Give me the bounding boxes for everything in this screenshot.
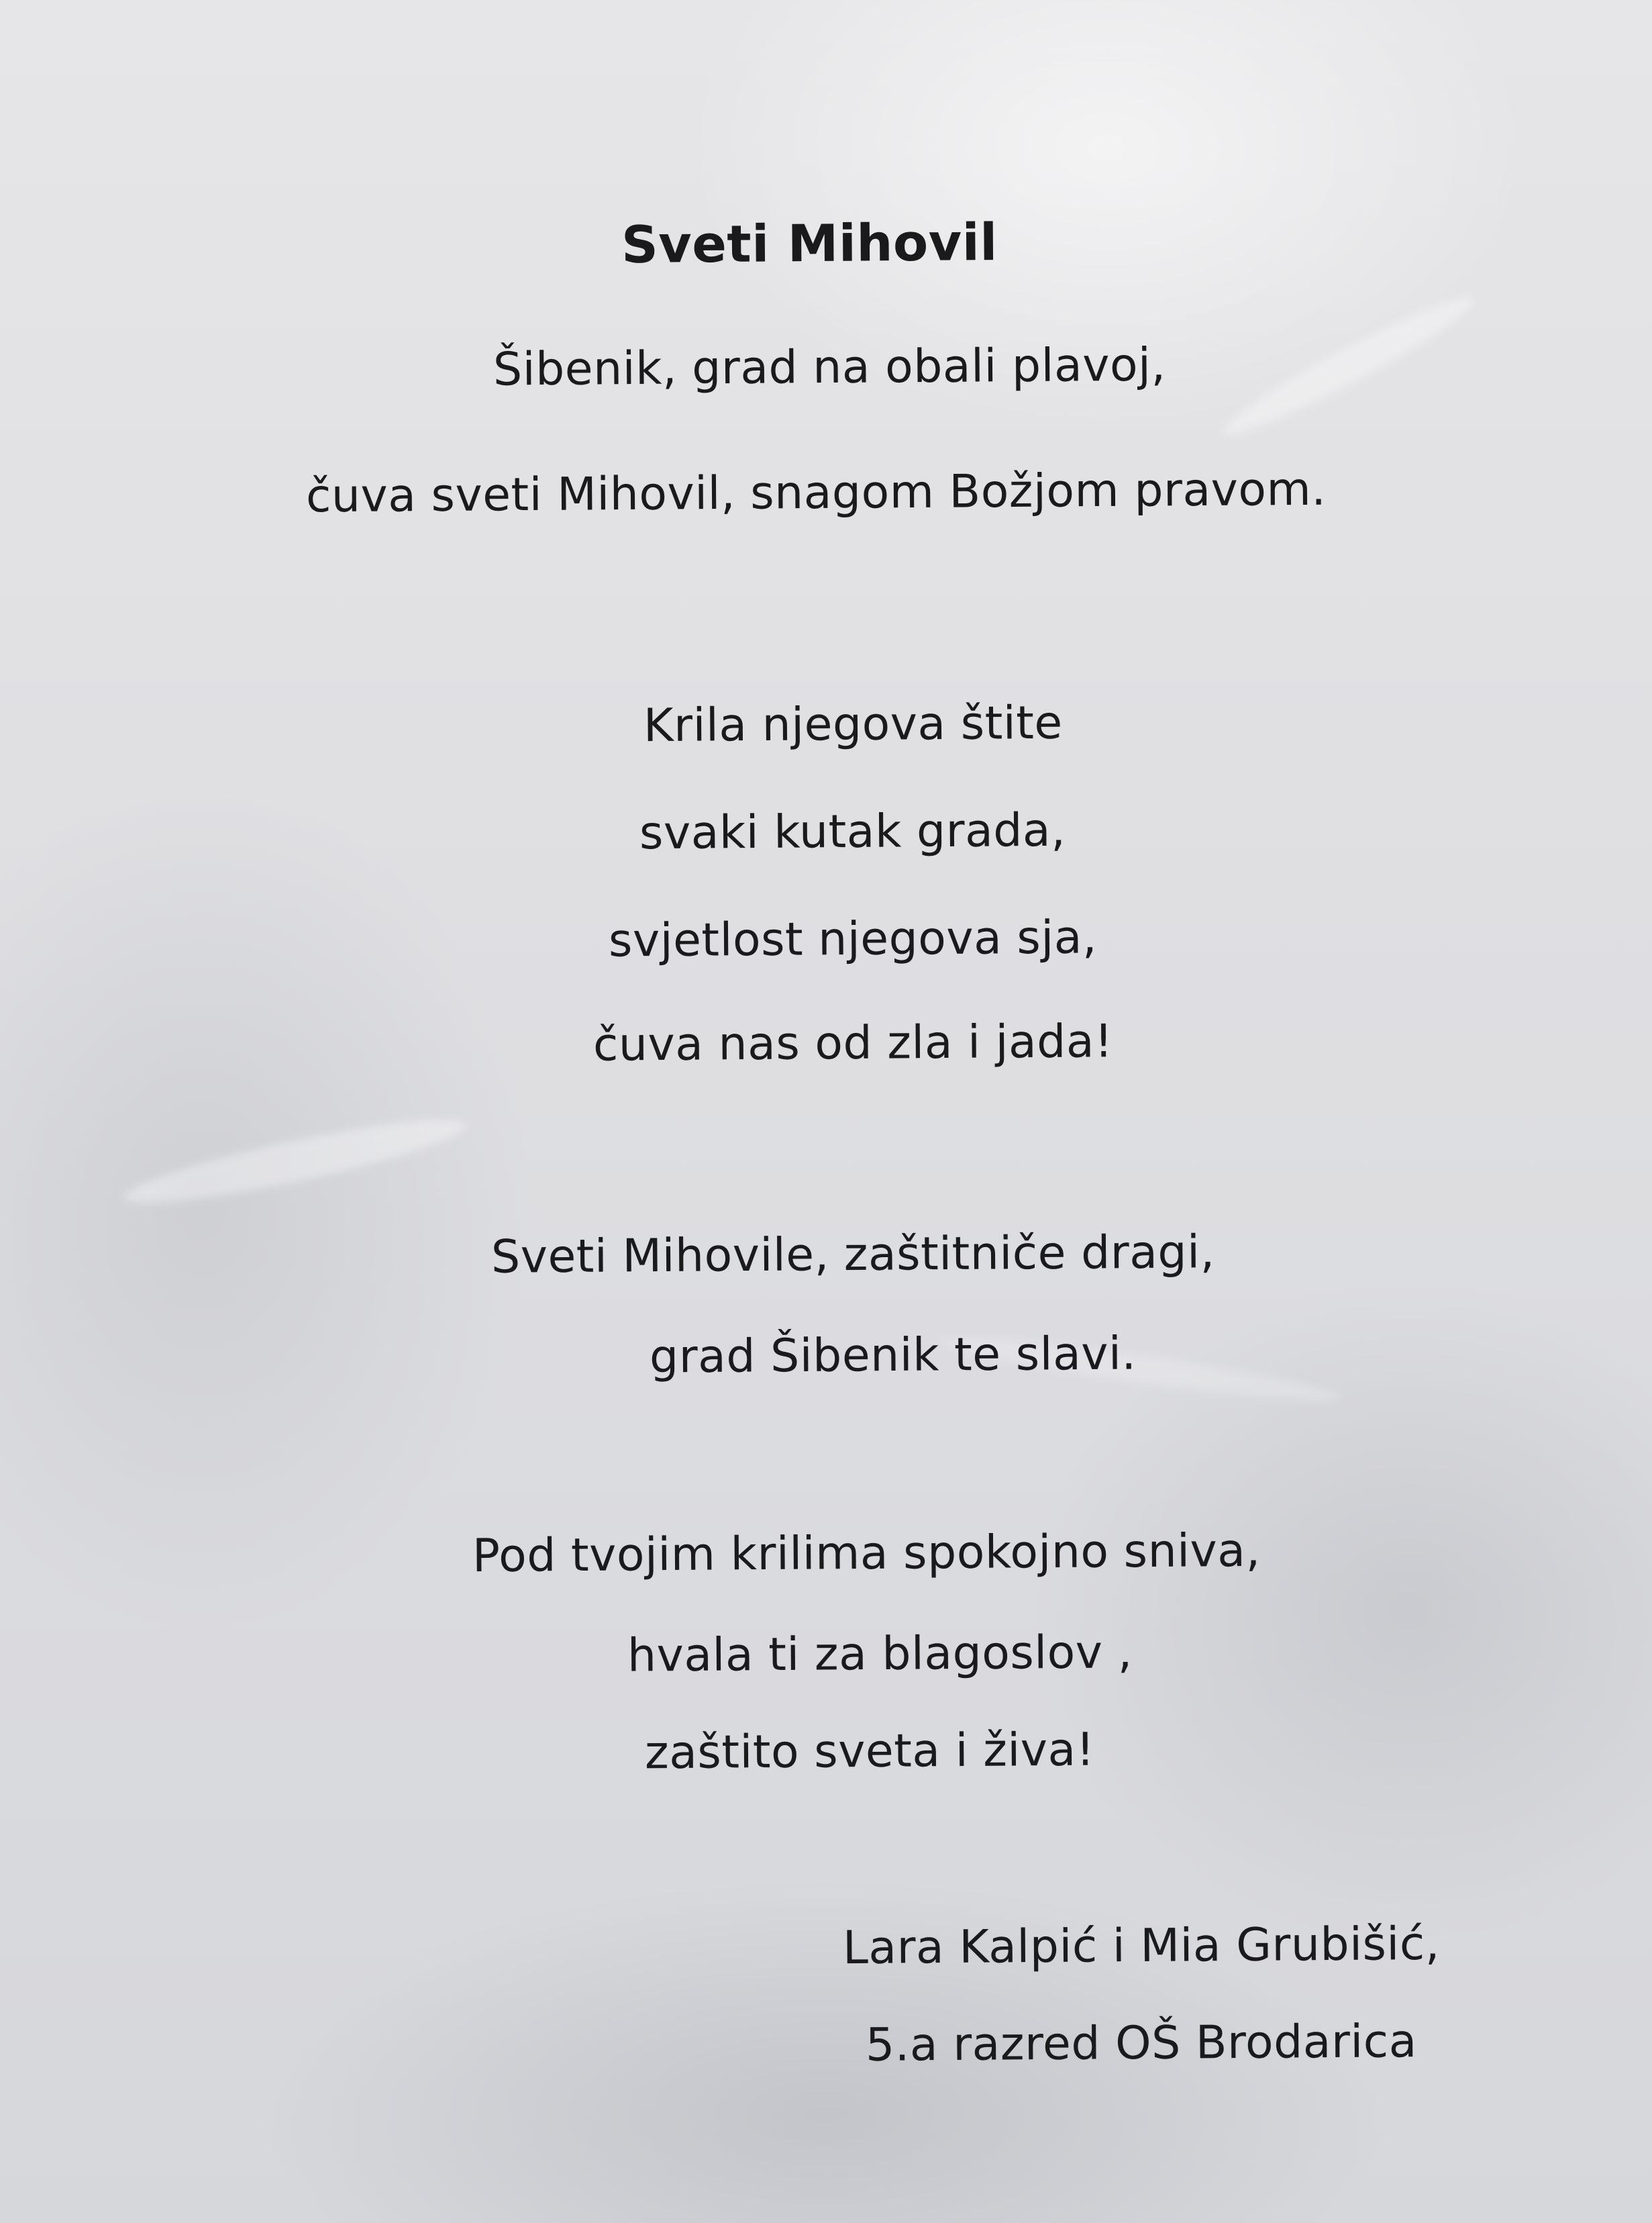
- poem-line: [0, 913, 1652, 966]
- poem-line: [0, 805, 1652, 858]
- poem-line-text: Sveti Mihovile, zaštitniče dragi,: [491, 1226, 1215, 1284]
- poem-line-text: čuva nas od zla i jada!: [592, 1015, 1113, 1072]
- poem-line: [0, 698, 1652, 751]
- poem-line: [0, 1329, 1652, 1382]
- poem-line: [0, 1725, 1652, 1778]
- poem-line-text: hvala ti za blagoslov ,: [627, 1626, 1133, 1683]
- poem-line: [0, 1628, 1652, 1681]
- poem-line-text: Pod tvojim krilima spokojno sniva,: [472, 1524, 1261, 1583]
- poem-line-text: svaki kutak grada,: [639, 803, 1066, 860]
- signature-class: [0, 2017, 1652, 2070]
- poem-line-text: grad Šibenik te slavi.: [649, 1327, 1137, 1384]
- poem-title-text: Sveti Mihovil: [621, 212, 998, 275]
- poem-title: [0, 213, 1652, 273]
- signature-class-text: 5.a razred OŠ Brodarica: [865, 2015, 1418, 2072]
- poem-line: [0, 1524, 1652, 1583]
- poem-line-text: čuva sveti Mihovil, snagom Božjom pravom.: [305, 462, 1327, 524]
- poem-line: [0, 462, 1652, 524]
- poem-line-text: Krila njegova štite: [643, 696, 1063, 753]
- signature-authors-text: Lara Kalpić i Mia Grubišić,: [842, 1917, 1441, 1975]
- signature-authors: [0, 1917, 1652, 1975]
- paper-crease: [120, 1105, 470, 1218]
- poem-line: [0, 1226, 1652, 1284]
- poem-line-text: svjetlost njegova sja,: [608, 911, 1098, 968]
- poem-line: [0, 338, 1652, 397]
- poem-line: [0, 1017, 1652, 1070]
- poem-line-text: Šibenik, grad na obali plavoj,: [493, 338, 1166, 397]
- poem-line-text: zaštito sveta i živa!: [644, 1723, 1095, 1780]
